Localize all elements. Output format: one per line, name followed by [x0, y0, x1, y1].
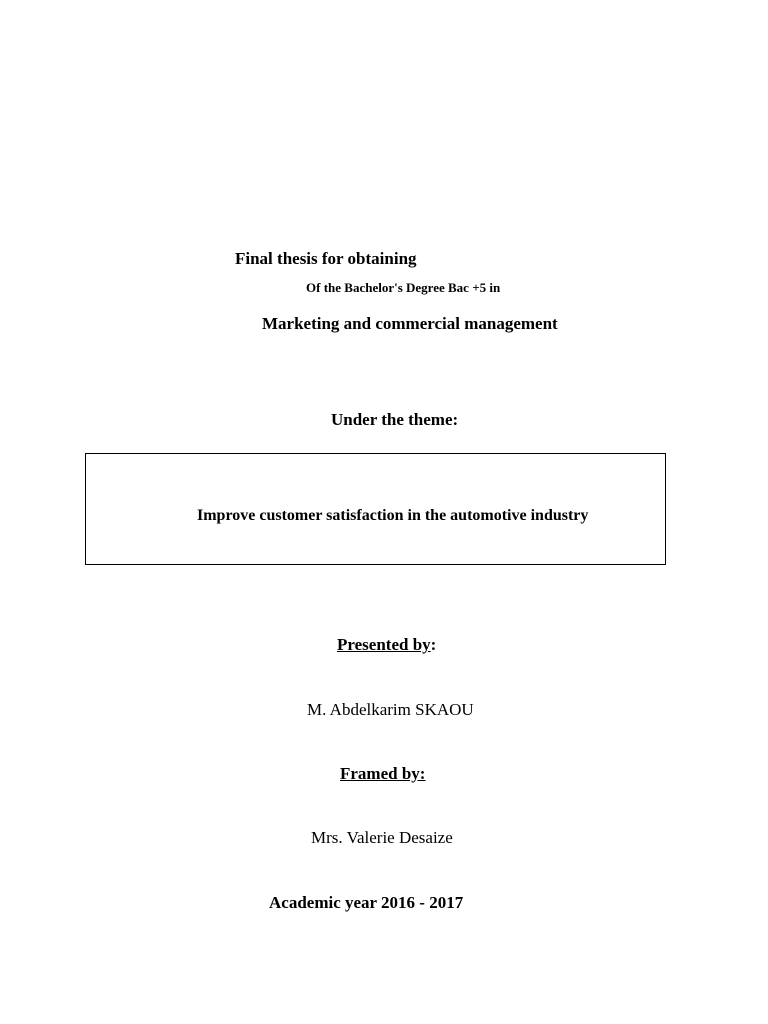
thesis-intro-heading: Final thesis for obtaining — [235, 249, 417, 268]
thesis-theme: Improve customer satisfaction in the automotive industry — [197, 507, 589, 524]
degree-line: Of the Bachelor's Degree Bac +5 in — [306, 280, 501, 295]
field-of-study: Marketing and commercial management — [262, 314, 558, 333]
presented-by-colon: : — [430, 635, 437, 654]
framed-by-label: Framed by: — [340, 764, 426, 783]
academic-year: Academic year 2016 - 2017 — [269, 893, 464, 912]
theme-label: Under the theme: — [331, 410, 459, 429]
presented-by-text: Presented by — [337, 635, 431, 654]
supervisor-name: Mrs. Valerie Desaize — [311, 828, 453, 847]
presenter-name: M. Abdelkarim SKAOU — [307, 700, 474, 719]
presented-by-label — [337, 636, 436, 653]
